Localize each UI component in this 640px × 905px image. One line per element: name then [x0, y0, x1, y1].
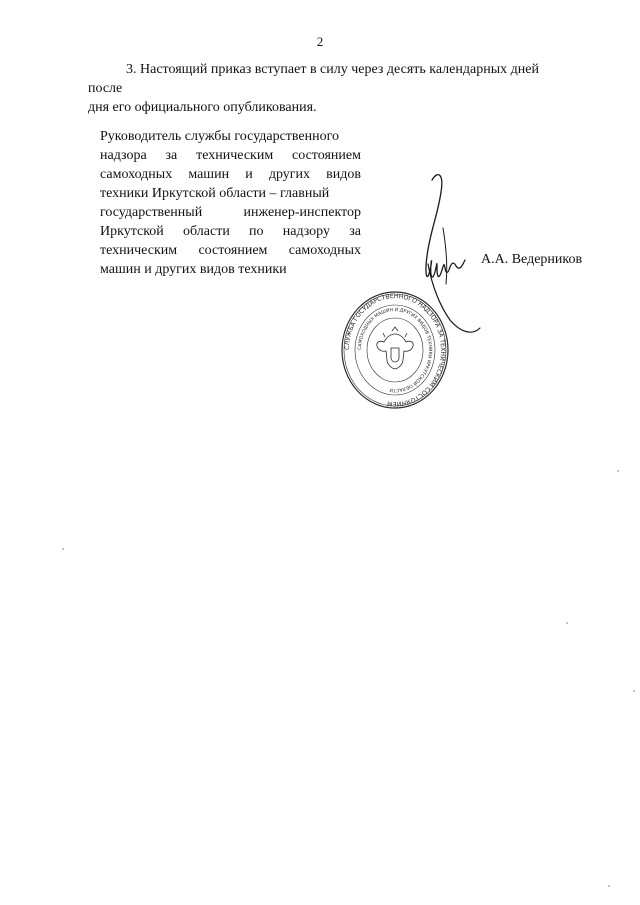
position-line: [100, 127, 361, 146]
signatory-name: А.А. Ведерников: [481, 252, 583, 267]
position-line: [100, 260, 361, 279]
scan-speck: [608, 885, 610, 887]
signatory-position-title: [100, 127, 361, 279]
position-word: техническим: [196, 148, 274, 163]
scan-speck: [633, 690, 635, 692]
position-line: [100, 222, 361, 241]
position-word: самоходных: [288, 243, 361, 258]
position-line: [100, 146, 361, 165]
paragraph-line: дня его официального опубликования.: [88, 100, 317, 115]
scan-speck: [566, 622, 568, 624]
effective-date-paragraph: [88, 60, 556, 117]
position-word: надзору: [282, 224, 330, 239]
position-word: государственный: [100, 205, 203, 220]
position-word: Иркутской: [100, 224, 164, 239]
position-word: надзора: [100, 148, 147, 163]
position-line: [100, 165, 361, 184]
position-word: техники Иркутской области – главный: [100, 186, 330, 201]
position-word: инженер-инспектор: [243, 205, 361, 220]
page-number: 2: [316, 34, 324, 49]
position-word: видов: [326, 167, 361, 182]
position-word: состоянием: [292, 148, 361, 163]
position-word: техническим: [100, 243, 178, 258]
position-word: области: [183, 224, 230, 239]
official-seal: [340, 290, 450, 410]
paragraph-line: 3. Настоящий приказ вступает в силу через десять календарных дней после: [88, 62, 539, 96]
seal-inner-text: САМОХОДНЫХ МАШИН И ДРУГИХ ВИДОВ ТЕХНИКИ ИРКУТСКОЙ ОБЛАСТИ: [357, 307, 433, 393]
position-word: других: [268, 167, 311, 182]
position-word: Руководитель службы государственного: [100, 129, 340, 144]
position-line: [100, 184, 361, 203]
scan-speck: [62, 548, 64, 550]
position-line: [100, 203, 361, 222]
position-word: за: [165, 148, 178, 163]
seal-outer-text: СЛУЖБА ГОСУДАРСТВЕННОГО НАДЗОРА ЗА ТЕХНИЧЕСКИМ СОСТОЯНИЕМ: [343, 292, 447, 408]
coat-of-arms-icon: [377, 327, 413, 369]
position-word: состоянием: [198, 243, 268, 258]
position-word: по: [249, 224, 264, 239]
scan-speck: [617, 470, 619, 472]
position-word: машин: [188, 167, 230, 182]
position-word: машин и других видов техники: [100, 262, 287, 277]
position-word: самоходных: [100, 167, 173, 182]
position-word: за: [349, 224, 361, 239]
position-line: [100, 241, 361, 260]
position-word: и: [245, 167, 253, 182]
